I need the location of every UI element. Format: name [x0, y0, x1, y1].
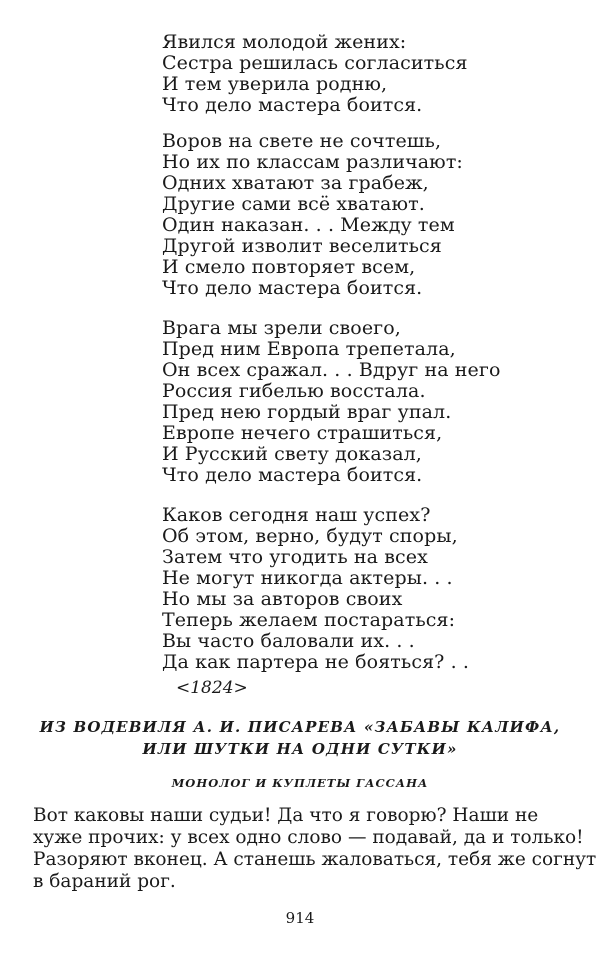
- poem-line: Пред ним Европа трепетала,: [162, 338, 456, 360]
- prose-line: в бараний рог.: [33, 871, 176, 892]
- subsection-title: МОНОЛОГ И КУПЛЕТЫ ГАССАНА: [171, 776, 429, 790]
- poem-line: Явился молодой жених:: [162, 31, 407, 53]
- poem-line: Другой изволит веселиться: [162, 235, 442, 257]
- poem-line: Но мы за авторов своих: [162, 588, 403, 610]
- poem-line: И тем уверила родню,: [162, 73, 388, 95]
- poem-line: Что дело мастера боится.: [162, 277, 423, 299]
- poem-stanza: [162, 131, 463, 299]
- poem-line: Что дело мастера боится.: [162, 464, 423, 486]
- poem-line: И Русский свету доказал,: [162, 443, 422, 465]
- poem-line: Об этом, верно, будут споры,: [162, 525, 458, 547]
- poem-line: Затем что угодить на всех: [162, 546, 428, 568]
- page-number: 914: [285, 909, 315, 927]
- prose-line: Разоряют вконец. А станешь жаловаться, тебя же согнут: [33, 849, 597, 870]
- poem-line: Он всех сражал. . . Вдруг на него: [162, 359, 501, 381]
- poem-line: Вы часто баловали их. . .: [162, 630, 415, 652]
- poem-line: Воров на свете не сочтешь,: [162, 130, 442, 152]
- poem-line: Европе нечего страшиться,: [162, 422, 443, 444]
- poem-line: Каков сегодня наш успех?: [162, 504, 431, 526]
- poem-line: И смело повторяет всем,: [162, 256, 416, 278]
- poem-line: Теперь желаем постараться:: [162, 609, 456, 631]
- poem-line: Один наказан. . . Между тем: [162, 214, 455, 236]
- poem-line: Врага мы зрели своего,: [162, 317, 401, 339]
- poem-stanza: [162, 32, 468, 116]
- poem-stanza: [162, 505, 469, 673]
- prose-paragraph: [33, 805, 597, 893]
- prose-line: Вот каковы наши судьи! Да что я говорю? Наши не: [33, 805, 539, 826]
- poem-line: Пред нею гордый враг упал.: [162, 401, 452, 423]
- poem-line: Одних хватают за грабеж,: [162, 172, 429, 194]
- poem-line: Другие сами всё хватают.: [162, 193, 425, 215]
- poem-line: Не могут никогда актеры. . .: [162, 567, 453, 589]
- poem-line: Россия гибелью восстала.: [162, 380, 426, 402]
- poem-line: Да как партера не бояться? . .: [162, 651, 470, 673]
- prose-line: хуже прочих: у всех одно слово — подавай, да и только!: [33, 827, 584, 848]
- poem-line: Что дело мастера боится.: [162, 94, 423, 116]
- poem-line: Но их по классам различают:: [162, 151, 463, 173]
- section-title: [30, 716, 570, 760]
- poem-date: <1824>: [176, 678, 248, 698]
- section-title-line: ИЗ ВОДЕВИЛЯ А. И. ПИСАРЕВА «ЗАБАВЫ КАЛИФА,: [39, 718, 561, 736]
- section-title-line: ИЛИ ШУТКИ НА ОДНИ СУТКИ»: [142, 740, 458, 758]
- poem-line: Сестра решилась согласиться: [162, 52, 468, 74]
- poem-stanza: [162, 318, 501, 486]
